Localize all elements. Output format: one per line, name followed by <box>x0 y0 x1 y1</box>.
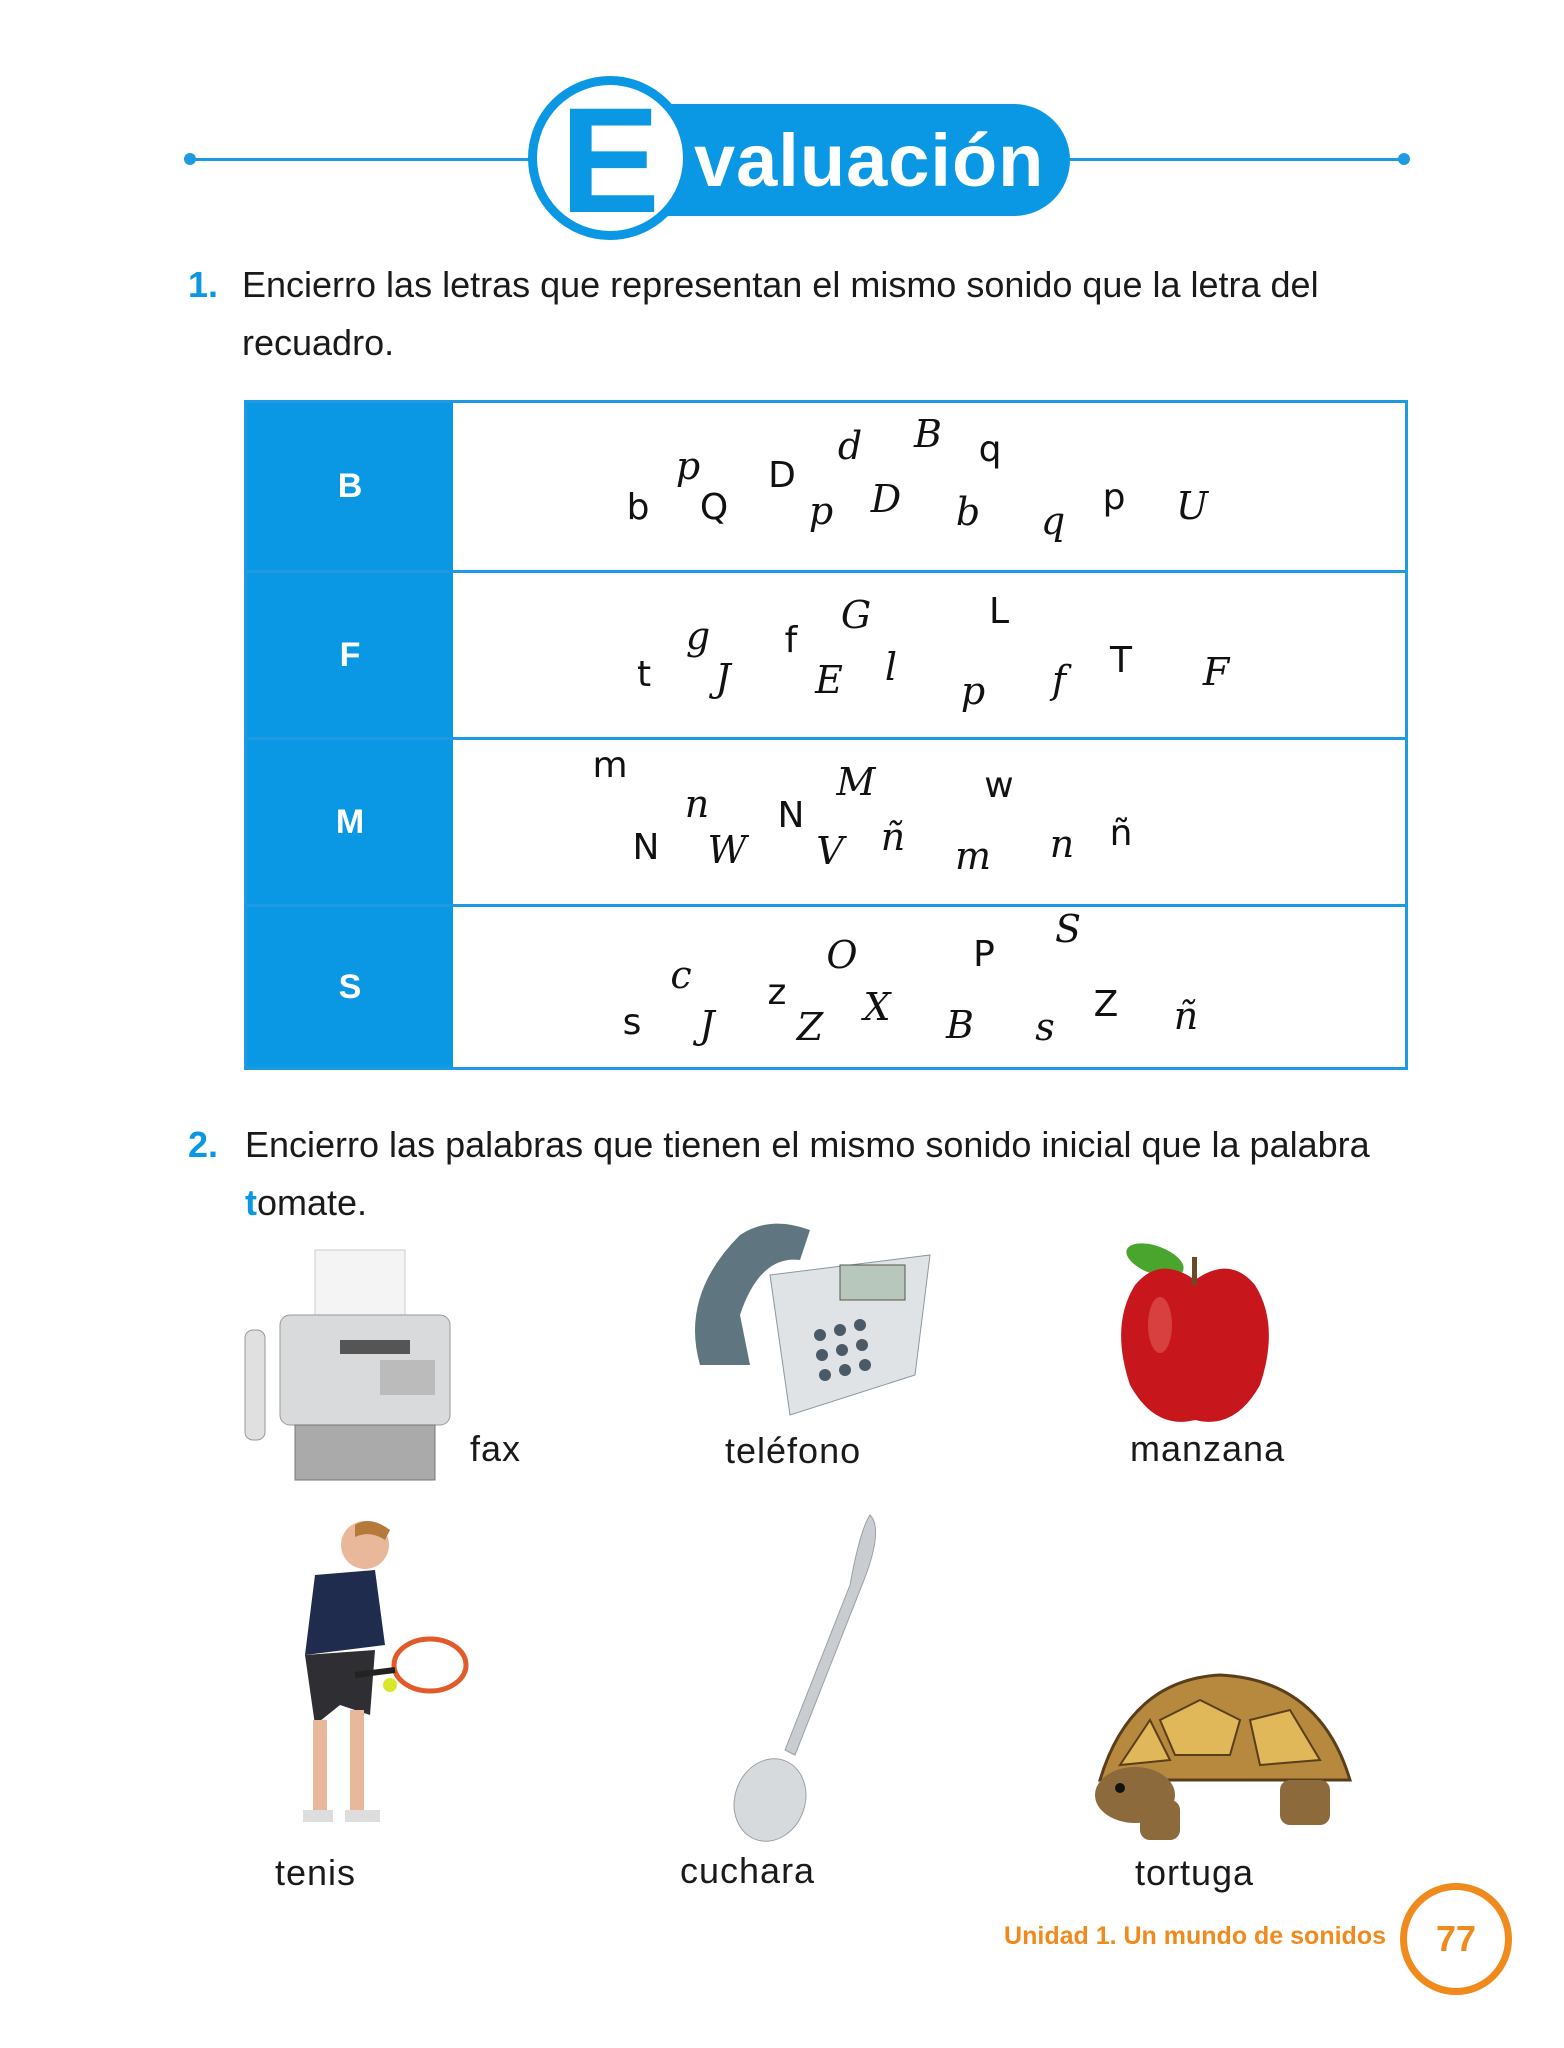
page-number: 77 <box>1400 1883 1512 1995</box>
title-initial: E <box>559 76 661 244</box>
picture-label-fax[interactable]: fax <box>470 1428 522 1469</box>
letter-option[interactable]: l <box>884 645 898 689</box>
letter-option[interactable]: w <box>984 765 1014 806</box>
highlight-letter: t <box>245 1182 257 1223</box>
table-row-f <box>247 570 1405 737</box>
row-label: S <box>247 907 453 1067</box>
letter-option[interactable]: n <box>684 782 710 826</box>
letter-option[interactable]: b <box>626 487 650 528</box>
letter-option[interactable]: Z <box>796 1005 824 1049</box>
letter-option[interactable]: g <box>685 614 711 658</box>
letter-option[interactable]: D <box>870 477 902 521</box>
letter-option[interactable]: D <box>768 455 796 496</box>
picture-label-cuchara[interactable]: cuchara <box>680 1850 816 1891</box>
turtle-icon[interactable] <box>1040 1660 1380 1860</box>
question-2-number: 2. <box>188 1124 219 1165</box>
row-separator <box>453 907 456 1067</box>
picture-label-tortuga[interactable]: tortuga <box>1135 1852 1255 1893</box>
picture-label-tenis[interactable]: tenis <box>275 1852 357 1893</box>
letter-option[interactable]: B <box>946 1003 974 1047</box>
row-label: F <box>247 573 453 737</box>
fax-machine-icon[interactable] <box>240 1245 460 1495</box>
header-line-dot-right <box>1398 153 1410 165</box>
letter-option[interactable]: s <box>622 1002 642 1043</box>
letter-option[interactable]: U <box>1175 484 1209 528</box>
letter-option[interactable]: L <box>988 591 1010 632</box>
question-2-text-start: Encierro las palabras que tienen el mismo sonido inicial que la palabra <box>245 1124 1370 1165</box>
title-initial-badge <box>528 76 692 244</box>
letter-option[interactable]: J <box>715 656 731 700</box>
letter-option[interactable]: ñ <box>880 815 906 859</box>
letter-option[interactable]: p <box>808 489 834 533</box>
letter-option[interactable]: d <box>837 424 863 468</box>
telephone-icon[interactable] <box>680 1215 940 1425</box>
letter-option[interactable]: c <box>670 953 692 997</box>
letter-option[interactable]: t <box>636 654 652 695</box>
letter-option[interactable]: f <box>784 620 798 661</box>
letter-option[interactable]: b <box>955 490 981 534</box>
letter-option[interactable]: p <box>960 669 986 713</box>
letter-option[interactable]: q <box>978 429 1002 470</box>
row-separator <box>453 403 456 570</box>
letter-option[interactable]: F <box>1202 650 1230 694</box>
letter-option[interactable]: P <box>973 934 995 975</box>
picture-label-telefono[interactable]: teléfono <box>725 1430 862 1471</box>
letter-option[interactable]: Q <box>699 487 729 528</box>
letter-option[interactable]: z <box>767 972 787 1013</box>
letter-option[interactable]: W <box>707 828 747 872</box>
letter-option[interactable]: T <box>1110 640 1132 681</box>
letter-option[interactable]: J <box>699 1003 715 1047</box>
letter-option[interactable]: Z <box>1093 984 1119 1025</box>
letter-option[interactable]: ñ <box>1173 994 1199 1038</box>
row-separator <box>453 573 456 737</box>
letter-option[interactable]: m <box>954 834 992 878</box>
spoon-icon[interactable] <box>700 1510 890 1845</box>
letter-option[interactable]: E <box>815 658 843 702</box>
letter-option[interactable]: ñ <box>1109 813 1133 854</box>
apple-icon[interactable] <box>1100 1235 1290 1430</box>
letter-option[interactable]: m <box>592 745 628 786</box>
table-row-b <box>247 403 1405 570</box>
letter-option[interactable]: V <box>816 829 844 873</box>
letter-option[interactable]: N <box>632 827 660 868</box>
letter-option[interactable]: B <box>914 412 942 456</box>
tennis-player-icon[interactable] <box>245 1515 475 1845</box>
letter-option[interactable]: q <box>1040 499 1066 543</box>
picture-label-manzana[interactable]: manzana <box>1130 1428 1286 1469</box>
footer-unit-title: Unidad 1. Un mundo de sonidos <box>1004 1922 1386 1950</box>
letter-option[interactable]: N <box>777 795 805 836</box>
letter-option[interactable]: n <box>1049 822 1075 866</box>
letter-option[interactable]: f <box>1051 658 1067 702</box>
question-1-number: 1. <box>188 264 219 305</box>
letter-option[interactable]: s <box>1035 1005 1055 1049</box>
letter-option[interactable]: M <box>836 760 876 804</box>
header-line-right <box>1060 158 1405 161</box>
row-label: B <box>247 403 453 570</box>
letter-option[interactable]: G <box>840 593 872 637</box>
letter-option[interactable]: p <box>1102 477 1126 518</box>
table-row-m <box>247 737 1405 904</box>
page-title: valuación <box>694 119 1045 202</box>
letter-option[interactable]: X <box>863 985 891 1029</box>
row-separator <box>453 740 456 904</box>
header-line-left <box>190 158 540 161</box>
letter-option[interactable]: p <box>675 444 701 488</box>
table-row-s <box>247 904 1405 1067</box>
letter-option[interactable]: O <box>826 933 858 977</box>
row-label: M <box>247 740 453 904</box>
question-2-text-end: omate. <box>257 1182 368 1223</box>
question-1-text: Encierro las letras que representan el mismo sonido que la letra del recuadro. <box>242 264 1319 363</box>
letter-option[interactable]: S <box>1054 907 1082 951</box>
